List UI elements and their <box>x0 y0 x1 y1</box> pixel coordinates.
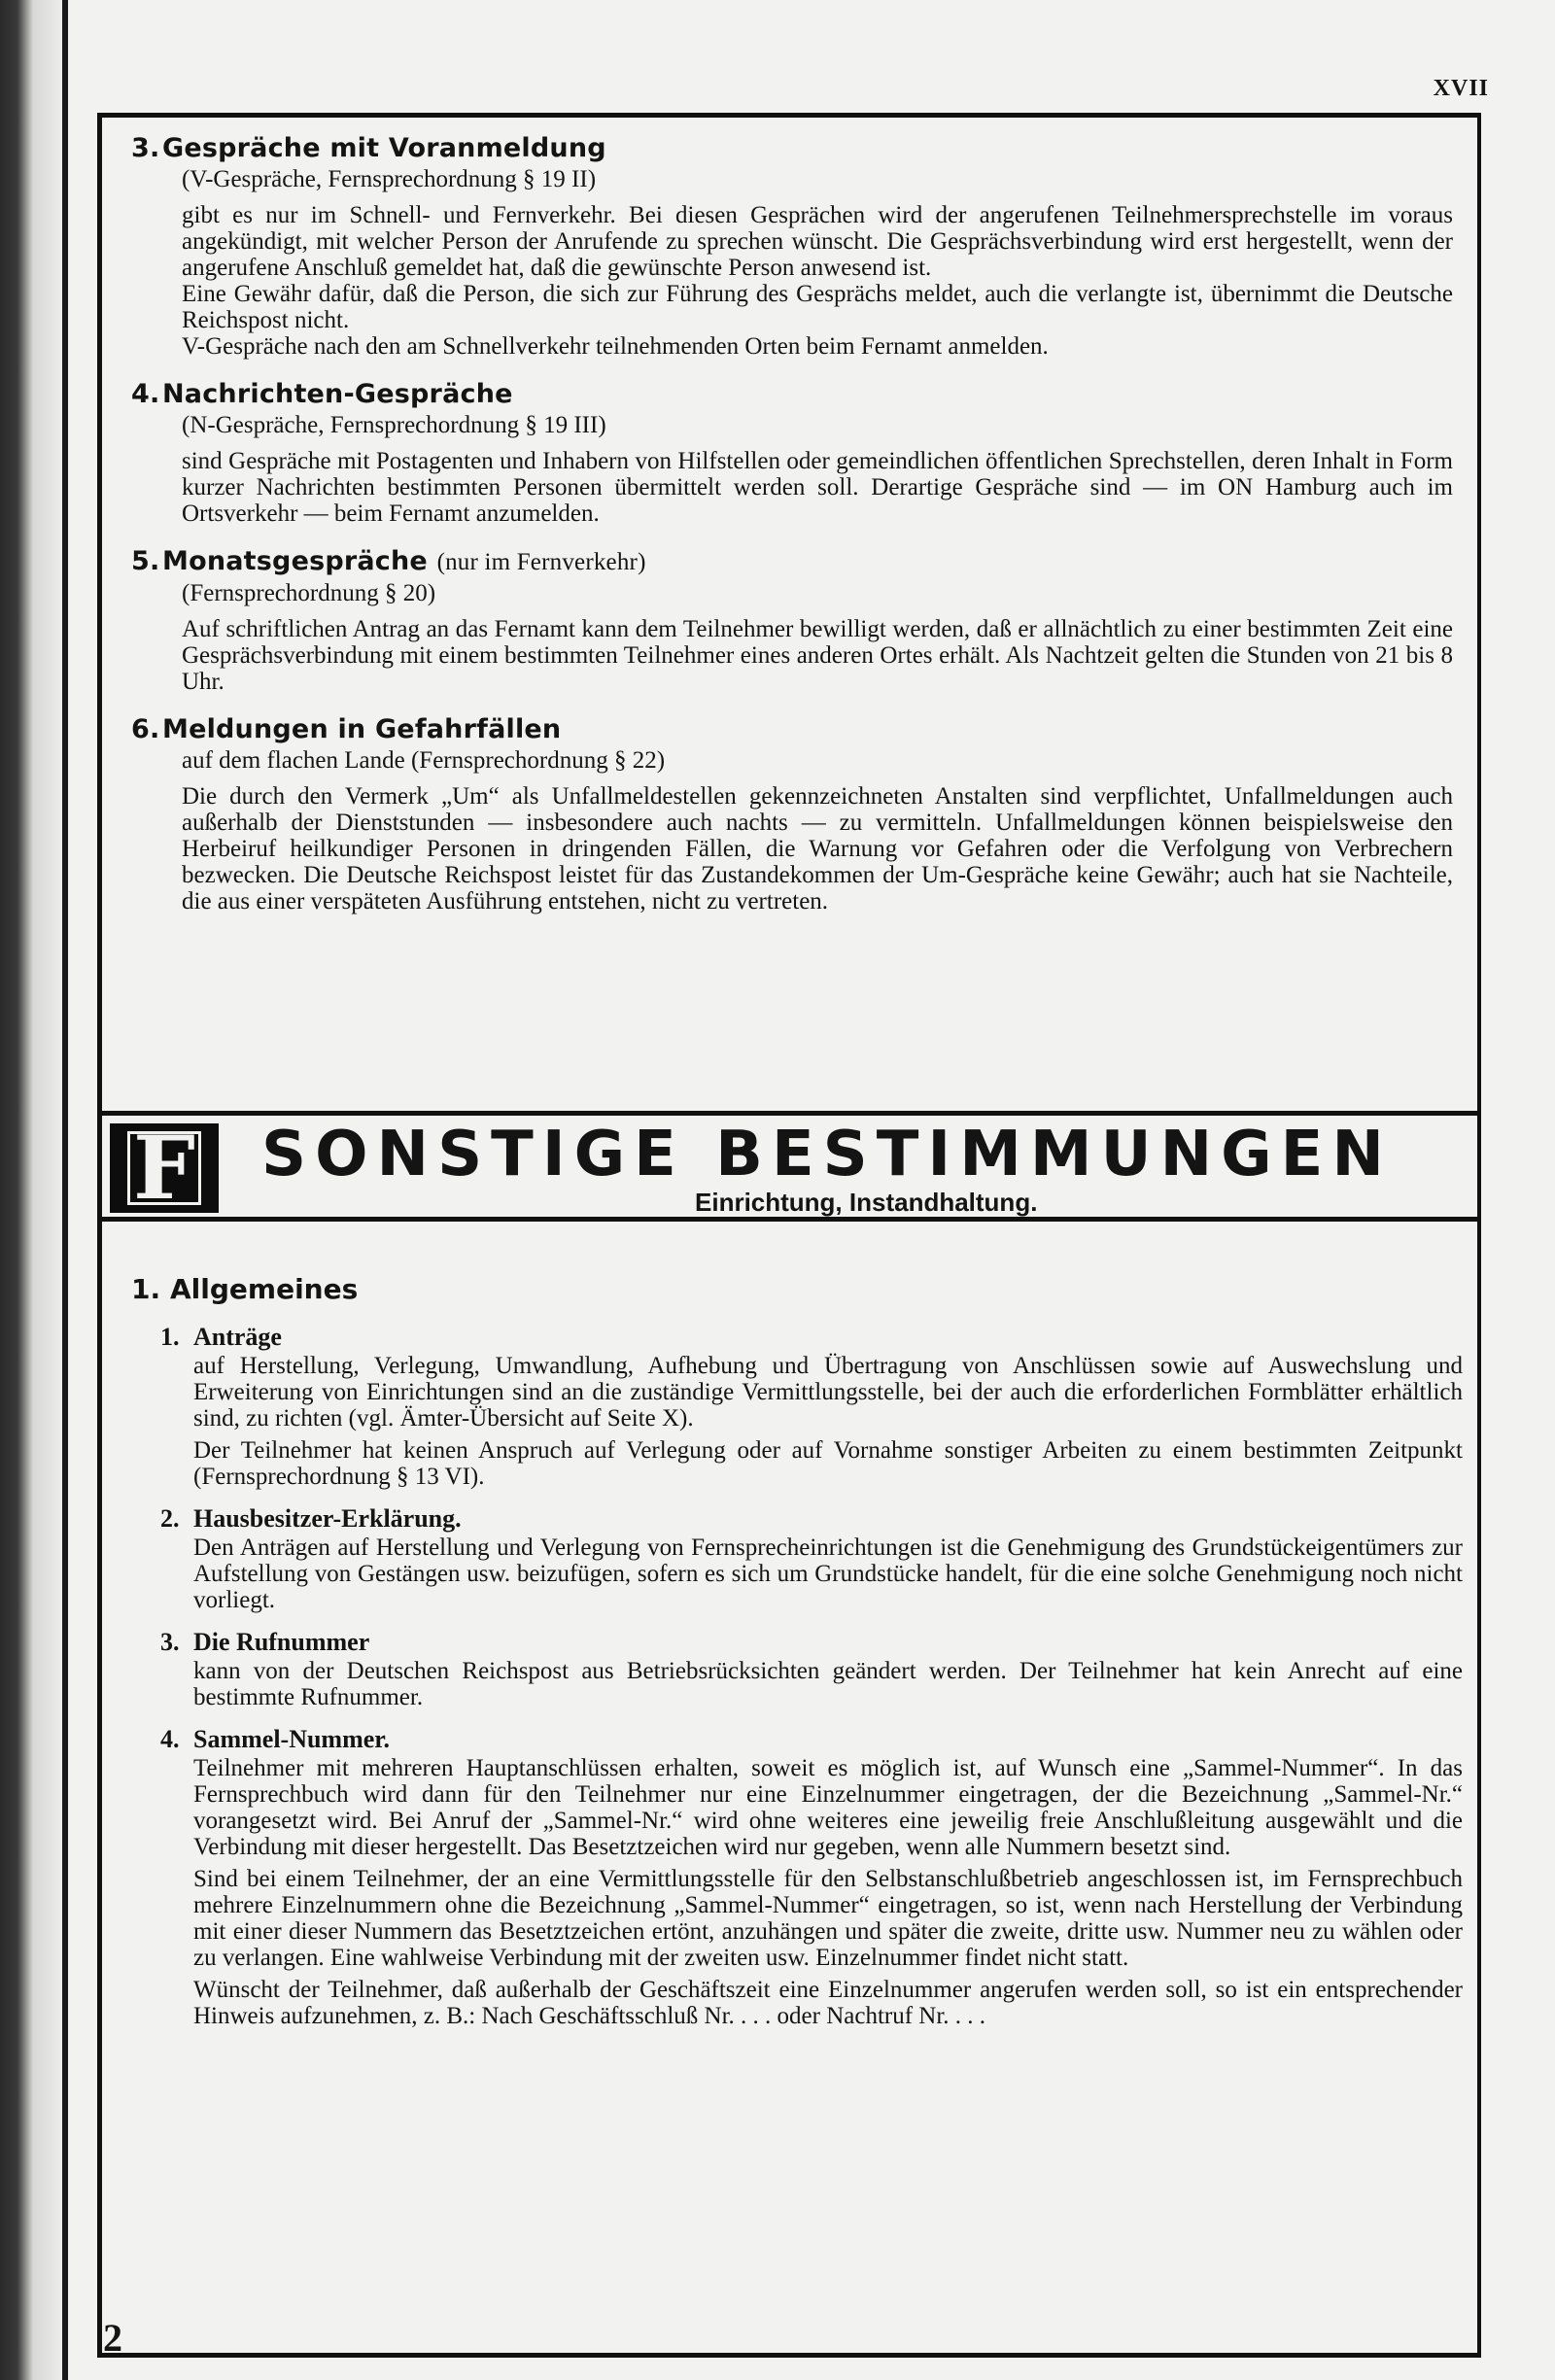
item-reference: (N-Gespräche, Fernsprechordnung § 19 III) <box>182 412 606 438</box>
item-gefahrfaelle <box>131 714 1453 914</box>
item-heading: 4.Nachrichten-Gespräche <box>131 379 513 409</box>
content-frame <box>97 113 1481 2358</box>
item-heading: 3.Gespräche mit Voranmeldung <box>131 133 606 163</box>
general-provisions <box>131 1273 1463 2043</box>
section-subtitle: Einrichtung, Instandhaltung. <box>695 1188 1038 1217</box>
sub-paragraph: Den Anträgen auf Herstellung und Verlegung von Fernsprecheinrichtungen ist die Genehmigung des Grundstückeigentümers zur Aufstellung von Gestängen usw. beizufügen, sofern es sich um Grundstücke handelt, für die eine solche Genehmigung noch nicht vorliegt. <box>193 1535 1463 1613</box>
sub-heading: 1. Anträge <box>160 1323 282 1351</box>
item-paragraph: gibt es nur im Schnell- und Fernverkehr. Bei diesen Gesprächen wird der angerufenen Teilnehmersprechstelle im voraus angekündigt, mit welcher Person der Anrufende zu sprechen wünscht. Die Gesprächsverbindung wird erst hergestellt, wenn der angerufene Anschluß gemeldet hat, daß die gewünschte Person anwesend ist. <box>182 202 1453 281</box>
item-nachrichten <box>131 379 1453 527</box>
section-letter-badge: F <box>110 1123 219 1213</box>
section-f-header <box>102 1111 1481 1222</box>
sub-item-sammelnummer <box>131 1724 1463 2029</box>
item-reference: (Fernsprechordnung § 20) <box>182 580 436 606</box>
item-paragraph: Die durch den Vermerk „Um“ als Unfallmeldestellen gekennzeichneten Anstalten sind verpflichtet, Unfallmeldungen auch außerhalb der Dienststunden — insbesondere auch nachts — zu vermitteln. Unfallmeldungen können beispielsweise den Herbeiruf heilkundiger Personen in dringenden Fällen, die Warnung vor Gefahren oder die Verfolgung von Verbrechern bezwecken. Die Deutsche Reichspost leistet für das Zustandekommen der Um-Gespräche keine Gewähr; auch hat sie Nachteile, die aus einer verspäteten Ausführung entstehen, nicht zu vertreten. <box>182 783 1453 914</box>
sub-paragraph: kann von der Deutschen Reichspost aus Betriebsrücksichten geändert werden. Der Teilnehmer hat kein Anrecht auf eine bestimmte Rufnummer. <box>193 1658 1463 1710</box>
sub-heading: 4. Sammel-Nummer. <box>160 1725 390 1753</box>
item-monatsgespraeche <box>131 546 1453 695</box>
item-heading: 5.Monatsgespräche (nur im Fernverkehr) <box>131 546 646 576</box>
sub-paragraph: Sind bei einem Teilnehmer, der an eine Vermittlungsstelle für den Selbstanschlußbetrieb angeschlossen ist, im Fernsprechbuch mehrere Einzelnummern ohne die Bezeichnung „Sammel-Nummer“ eingetragen, so ist, wenn nach Herstellung der Verbindung mit einer dieser Nummern das Besetztzeichen ertönt, anzuhängen und später die zweite, dritte usw. Nummer neu zu wählen oder zu verlangen. Eine wahlweise Verbindung mit der zweiten usw. Einzelnummer findet nicht statt. <box>193 1866 1463 1971</box>
page-number: 2 <box>103 2316 122 2360</box>
sub-item-antraege <box>131 1322 1463 1490</box>
page-binding-edge <box>0 0 66 2380</box>
binding-line <box>62 0 68 2380</box>
sub-item-hausbesitzer <box>131 1503 1463 1613</box>
sub-paragraph: Teilnehmer mit mehreren Hauptanschlüssen erhalten, soweit es möglich ist, auf Wunsch eine „Sammel-Nummer“. In das Fernsprechbuch wird dann für den Teilnehmer nur eine Einzelnummer eingetragen, der die Bezeichnung „Sammel-Nr.“ vorangesetzt wird. Bei Anruf der „Sammel-Nr.“ wird ohne weiteres eine jeweilig freie Anschlußleitung ausgewählt und die Verbindung mit dieser hergestellt. Das Besetztzeichen wird nur gegeben, wenn alle Nummern besetzt sind. <box>193 1755 1463 1860</box>
item-reference: (V-Gespräche, Fernsprechordnung § 19 II) <box>182 166 597 192</box>
item-reference: auf dem flachen Lande (Fernsprechordnung § 22) <box>182 747 666 774</box>
item-paragraph: V-Gespräche nach den am Schnellverkehr teilnehmenden Orten beim Fernamt anmelden. <box>182 333 1049 360</box>
item-voranmeldung <box>131 133 1453 360</box>
item-paragraph: Eine Gewähr dafür, daß die Person, die sich zur Führung des Gesprächs meldet, auch die verlangte ist, übernimmt die Deutsche Reichspost nicht. <box>182 281 1453 333</box>
general-heading: 1. Allgemeines <box>131 1273 359 1305</box>
sub-heading: 2. Hausbesitzer-Erklärung. <box>160 1504 462 1533</box>
item-heading: 6.Meldungen in Gefahrfällen <box>131 714 562 744</box>
sub-paragraph: auf Herstellung, Verlegung, Umwandlung, Aufhebung und Übertragung von Anschlüssen sowie auf Auswechslung und Erweiterung von Einrichtungen sind an die zuständige Vermittlungsstelle, bei der auch die erforderlichen Formblätter erhältlich sind, zu richten (vgl. Ämter-Übersicht auf Seite X). <box>193 1353 1463 1431</box>
item-paragraph: Auf schriftlichen Antrag an das Fernamt kann dem Teilnehmer bewilligt werden, daß er allnächtlich zu einer bestimmten Zeit eine Gesprächsverbindung mit einem bestimmten Teilnehmer eines anderen Ortes erhält. Als Nachtzeit gelten die Stunden von 21 bis 8 Uhr. <box>182 616 1453 695</box>
sub-paragraph: Wünscht der Teilnehmer, daß außerhalb der Geschäftszeit eine Einzelnummer angerufen werden soll, so ist ein entsprechender Hinweis aufzunehmen, z. B.: Nach Geschäftsschluß Nr. . . . oder Nachtruf Nr. . . . <box>193 1977 1463 2029</box>
section-title: SONSTIGE BESTIMMUNGEN <box>261 1119 1393 1190</box>
sub-item-rufnummer <box>131 1627 1463 1710</box>
sub-paragraph: Der Teilnehmer hat keinen Anspruch auf Verlegung oder auf Vornahme sonstiger Arbeiten zu einem bestimmten Zeitpunkt (Fernsprechordnung § 13 VI). <box>193 1437 1463 1490</box>
page-roman-number: XVII <box>1433 76 1489 101</box>
sub-heading: 3. Die Rufnummer <box>160 1628 370 1656</box>
item-paragraph: sind Gespräche mit Postagenten und Inhabern von Hilfstellen oder gemeindlichen öffentlichen Sprechstellen, deren Inhalt in Form kurzer Nachrichten bestimmten Personen übermittelt werden soll. Derartige Gespräche sind — im ON Hamburg auch im Ortsverkehr — beim Fernamt anzumelden. <box>182 448 1453 527</box>
call-types-box <box>131 133 1453 934</box>
